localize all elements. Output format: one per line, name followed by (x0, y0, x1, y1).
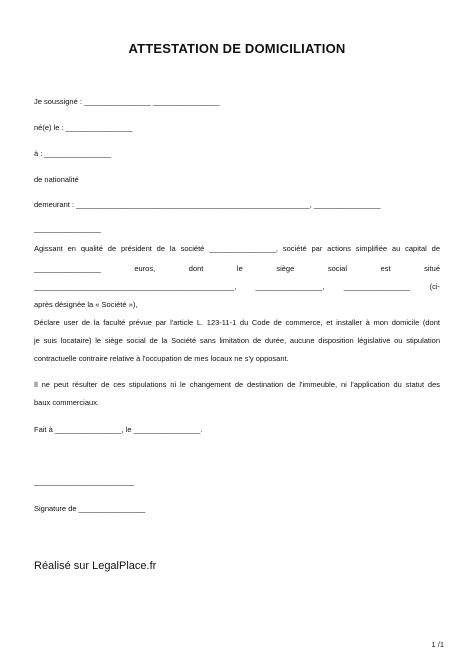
paragraph-declare-line-1: Déclare user de la faculté prévue par l'article L. 123-11-1 du Code de commerce, et installer à mon domicile (dont (34, 318, 440, 327)
field-demeurant-suite: ________________ (34, 224, 101, 233)
fait-a-line: Fait à ________________, le ________________. (34, 425, 203, 434)
page-number: 1 /1 (431, 640, 444, 649)
document-title: ATTESTATION DE DOMICILIATION (128, 41, 346, 56)
field-nationalite: de nationalité (34, 175, 79, 184)
field-lieu-naissance: à : ________________ (34, 149, 112, 158)
paragraph-resulter-line-1: Il ne peut résulter de ces stipulations ni le changement de destination de l'immeuble, ni l'application du statut des (34, 380, 440, 389)
signature-line: ________________________ (34, 477, 135, 486)
signature-de-line: Signature de ________________ (34, 504, 146, 513)
field-ne-le: né(e) le : ________________ (34, 123, 133, 132)
paragraph-agissant-line-2: ________________ euros, dont le siège social est situé (34, 264, 440, 273)
paragraph-declare-line-2: je suis locataire) le siège social de la Société sans limitation de durée, aucune disposition législative ou stipulation (34, 336, 440, 345)
credit-text: Réalisé sur LegalPlace.fr (34, 560, 157, 572)
paragraph-agissant-line-1: Agissant en qualité de président de la société ________________, société par actions simplifiée au capital de (34, 244, 440, 253)
field-soussigne: Je soussigné : ________________ ________________ (34, 97, 220, 106)
field-demeurant: demeurant : ________________________________________________________, ________________ (34, 200, 381, 209)
paragraph-agissant-line-3: ________________________________________________, ________________, ________________ (ci- (34, 282, 440, 291)
paragraph-agissant-line-4: après désignée la « Société »), (34, 300, 138, 309)
paragraph-resulter-line-2: baux commerciaux. (34, 398, 100, 407)
paragraph-declare-line-3: contractuelle contraire relative à l'occupation de mes locaux ne s'y opposant. (34, 354, 289, 363)
